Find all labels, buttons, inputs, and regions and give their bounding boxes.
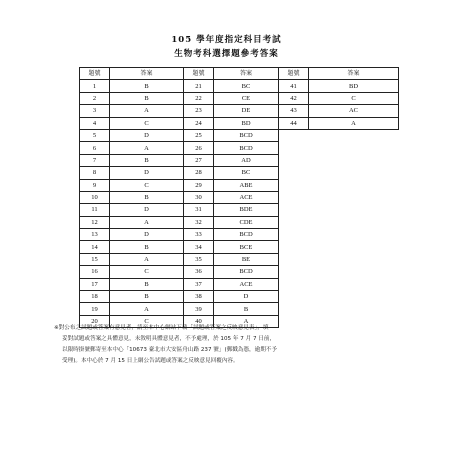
header-question-number: 題號	[279, 68, 309, 80]
table-row	[184, 241, 279, 253]
question-number-cell: 33	[184, 229, 214, 241]
answer-cell: B	[110, 80, 184, 92]
answer-cell: BE	[214, 253, 279, 265]
table-row	[279, 92, 399, 104]
question-number-cell: 38	[184, 291, 214, 303]
question-number-cell: 2	[80, 92, 110, 104]
answer-cell: D	[110, 229, 184, 241]
answer-cell: C	[110, 266, 184, 278]
question-number-cell: 5	[80, 129, 110, 141]
question-number-cell: 17	[80, 278, 110, 290]
appeal-note	[54, 323, 409, 367]
question-number-cell: 19	[80, 303, 110, 315]
question-number-cell: 44	[279, 117, 309, 129]
table-row	[80, 167, 184, 179]
question-number-cell: 6	[80, 142, 110, 154]
answer-cell: D	[110, 129, 184, 141]
answer-cell: B	[214, 303, 279, 315]
answer-cell: B	[110, 191, 184, 203]
question-number-cell: 25	[184, 129, 214, 141]
table-row	[80, 241, 184, 253]
table-row	[80, 253, 184, 265]
table-row	[80, 142, 184, 154]
table-row	[80, 80, 184, 92]
question-number-cell: 4	[80, 117, 110, 129]
answer-cell: ACE	[214, 191, 279, 203]
table-row	[184, 80, 279, 92]
answer-cell: BCE	[214, 241, 279, 253]
question-number-cell: 30	[184, 191, 214, 203]
answer-cell: BC	[214, 167, 279, 179]
table-row	[184, 117, 279, 129]
answer-cell: BD	[309, 80, 399, 92]
table-row	[184, 266, 279, 278]
question-number-cell: 22	[184, 92, 214, 104]
table-row	[184, 142, 279, 154]
question-number-cell: 1	[80, 80, 110, 92]
table-row	[184, 204, 279, 216]
answer-cell: D	[110, 204, 184, 216]
table-row	[80, 105, 184, 117]
table-row	[184, 216, 279, 228]
answer-cell: DE	[214, 105, 279, 117]
table-row	[184, 191, 279, 203]
answer-cell: BC	[214, 80, 279, 92]
page-subtitle: 生物考科選擇題參考答案	[174, 49, 279, 59]
note-line: 妥對試題或答案之具體意見，未敘明具體意見者，不予處理，於 105 年 7 月 7 日前，	[62, 336, 276, 342]
question-number-cell: 12	[80, 216, 110, 228]
table-row	[80, 303, 184, 315]
question-number-cell: 32	[184, 216, 214, 228]
question-number-cell: 34	[184, 241, 214, 253]
table-row	[80, 179, 184, 191]
table-row	[80, 129, 184, 141]
answer-cell: AC	[309, 105, 399, 117]
answer-cell: AD	[214, 154, 279, 166]
question-number-cell: 23	[184, 105, 214, 117]
question-number-cell: 21	[184, 80, 214, 92]
question-number-cell: 18	[80, 291, 110, 303]
answer-cell: BCD	[214, 266, 279, 278]
question-number-cell: 37	[184, 278, 214, 290]
page-title: 105 學年度指定科目考試	[171, 35, 282, 45]
answer-cell: ACE	[214, 278, 279, 290]
answer-cell: B	[110, 291, 184, 303]
answer-cell: C	[110, 117, 184, 129]
question-number-cell: 40	[184, 315, 214, 327]
question-number-cell: 39	[184, 303, 214, 315]
question-number-cell: 16	[80, 266, 110, 278]
answer-cell: A	[110, 216, 184, 228]
answer-table-2	[183, 67, 279, 328]
table-row	[184, 167, 279, 179]
table-row	[80, 216, 184, 228]
answer-cell: B	[110, 278, 184, 290]
table-row	[184, 154, 279, 166]
question-number-cell: 8	[80, 167, 110, 179]
question-number-cell: 15	[80, 253, 110, 265]
question-number-cell: 7	[80, 154, 110, 166]
table-row	[184, 129, 279, 141]
answer-cell: BCD	[214, 129, 279, 141]
answer-cell: C	[110, 315, 184, 327]
table-row	[80, 291, 184, 303]
question-number-cell: 11	[80, 204, 110, 216]
table-row	[80, 117, 184, 129]
question-number-cell: 27	[184, 154, 214, 166]
answer-cell: B	[110, 92, 184, 104]
table-row	[80, 229, 184, 241]
answer-cell: A	[309, 117, 399, 129]
question-number-cell: 9	[80, 179, 110, 191]
answer-table-1	[79, 67, 184, 328]
answer-cell: D	[214, 291, 279, 303]
answer-cell: A	[110, 253, 184, 265]
header-answer: 答案	[309, 68, 399, 80]
question-number-cell: 13	[80, 229, 110, 241]
answer-cell: BDE	[214, 204, 279, 216]
table-row	[80, 266, 184, 278]
answer-cell: BCD	[214, 229, 279, 241]
header-answer: 答案	[110, 68, 184, 80]
answer-cell: A	[110, 303, 184, 315]
question-number-cell: 28	[184, 167, 214, 179]
question-number-cell: 42	[279, 92, 309, 104]
question-number-cell: 36	[184, 266, 214, 278]
answer-cell: ABE	[214, 179, 279, 191]
table-row	[184, 253, 279, 265]
table-row	[184, 92, 279, 104]
header-answer: 答案	[214, 68, 279, 80]
question-number-cell: 20	[80, 315, 110, 327]
table-row	[80, 278, 184, 290]
question-number-cell: 3	[80, 105, 110, 117]
answer-cell: B	[110, 154, 184, 166]
table-row	[80, 154, 184, 166]
table-row	[184, 179, 279, 191]
table-row	[184, 229, 279, 241]
header-question-number: 題號	[184, 68, 214, 80]
question-number-cell: 14	[80, 241, 110, 253]
answer-cell: D	[110, 167, 184, 179]
answer-cell: BCD	[214, 142, 279, 154]
table-row	[279, 105, 399, 117]
question-number-cell: 10	[80, 191, 110, 203]
question-number-cell: 26	[184, 142, 214, 154]
answer-cell: A	[214, 315, 279, 327]
question-number-cell: 31	[184, 204, 214, 216]
table-row	[279, 117, 399, 129]
question-number-cell: 29	[184, 179, 214, 191]
answer-cell: C	[110, 179, 184, 191]
table-row	[80, 204, 184, 216]
answer-table-3	[278, 67, 399, 130]
note-line: 以限時掛號郵寄至本中心「10673 臺北市大安區舟山路 237 號」(郵戳為憑，逾期不予	[62, 347, 277, 353]
question-number-cell: 43	[279, 105, 309, 117]
table-row	[80, 191, 184, 203]
note-line: ※對公布之試題或答案有意見者，請至本中心網站下載「試題或答案之反映意見表」，填	[54, 325, 269, 331]
answer-cell: CDE	[214, 216, 279, 228]
table-row	[184, 303, 279, 315]
answer-cell: BD	[214, 117, 279, 129]
question-number-cell: 35	[184, 253, 214, 265]
answer-cell: A	[110, 142, 184, 154]
table-row	[279, 80, 399, 92]
question-number-cell: 24	[184, 117, 214, 129]
table-row	[184, 105, 279, 117]
table-row	[80, 92, 184, 104]
question-number-cell: 41	[279, 80, 309, 92]
note-line: 受理)。本中心於 7 月 15 日上網公告試題或答案之反映意見回覆內容。	[62, 358, 239, 364]
answer-cell: CE	[214, 92, 279, 104]
table-row	[184, 278, 279, 290]
answer-cell: B	[110, 241, 184, 253]
header-question-number: 題號	[80, 68, 110, 80]
answer-cell: C	[309, 92, 399, 104]
answer-cell: A	[110, 105, 184, 117]
table-row	[184, 291, 279, 303]
